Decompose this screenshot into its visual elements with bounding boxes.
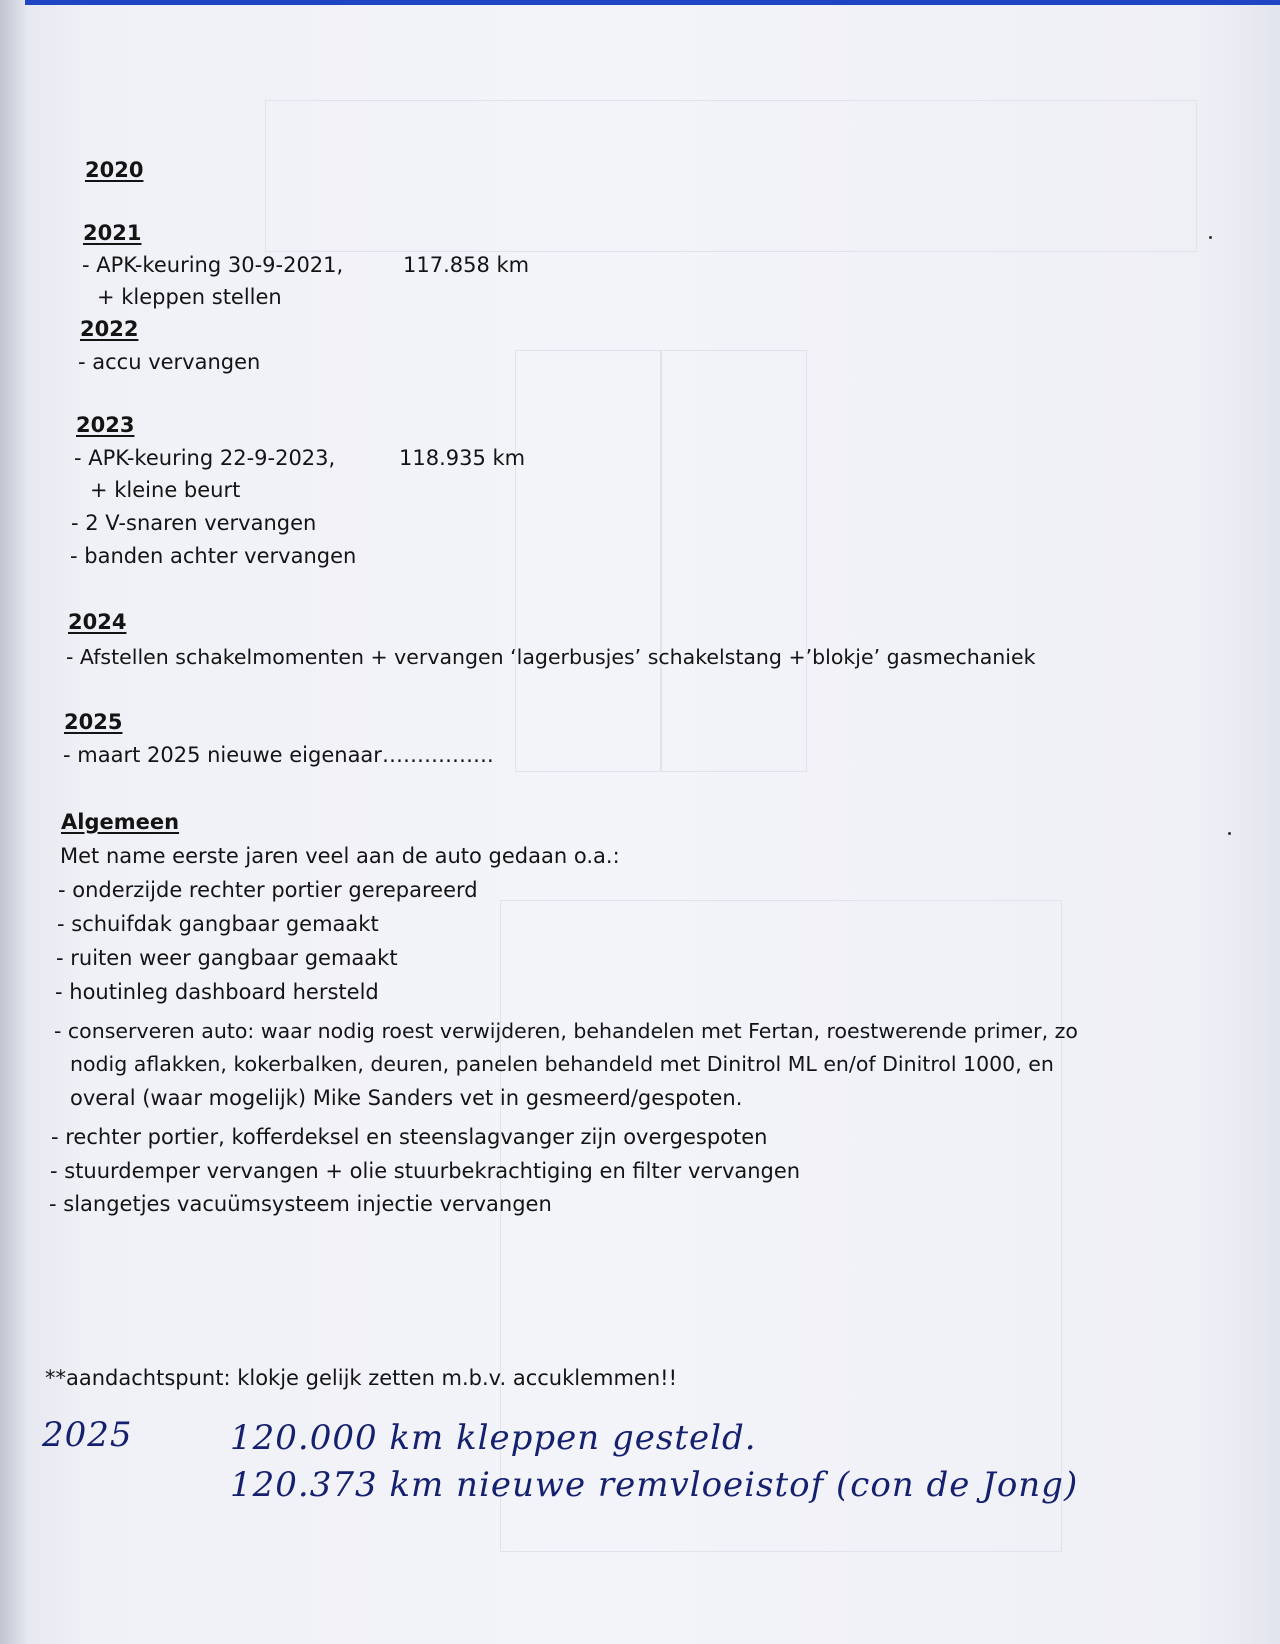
algemeen-item: - ruiten weer gangbaar gemaakt	[56, 946, 398, 970]
algemeen-item: - stuurdemper vervangen + olie stuurbekrachtiging en filter vervangen	[50, 1159, 801, 1183]
apk-2023-mileage: 118.935 km	[399, 446, 526, 470]
year-heading-2023: 2023	[76, 413, 135, 437]
year-heading-2022: 2022	[80, 317, 139, 341]
kleine-beurt-2023: + kleine beurt	[90, 478, 241, 502]
algemeen-item-continued: nodig aflakken, kokerbalken, deuren, panelen behandeld met Dinitrol ML en/of Dinitrol 1000, en	[70, 1052, 1054, 1076]
top-edge-band	[25, 0, 1280, 5]
page-fold-shadow	[0, 0, 28, 1644]
speck	[1228, 832, 1231, 835]
algemeen-item: - conserveren auto: waar nodig roest verwijderen, behandelen met Fertan, roestwerende primer, zo	[54, 1019, 1078, 1043]
algemeen-intro: Met name eerste jaren veel aan de auto gedaan o.a.:	[60, 844, 620, 868]
year-heading-2024: 2024	[68, 610, 127, 634]
handwritten-line-1: 120.000 km kleppen gesteld.	[230, 1418, 757, 1458]
handwritten-year: 2025	[42, 1415, 133, 1455]
schakel-2024-line: - Afstellen schakelmomenten + vervangen ‘lagerbusjes’ schakelstang +’blokje’ gasmechaniek	[66, 645, 1036, 669]
handwritten-line-2: 120.373 km nieuwe remvloeistof (con de Jong)	[230, 1465, 1079, 1505]
show-through-table-col	[660, 350, 807, 772]
algemeen-heading: Algemeen	[61, 810, 180, 834]
algemeen-item: - rechter portier, kofferdeksel en steenslagvanger zijn overgespoten	[51, 1125, 768, 1149]
v-snaren-2023: - 2 V-snaren vervangen	[71, 511, 317, 535]
accu-2022-line: - accu vervangen	[78, 350, 261, 374]
algemeen-item: - slangetjes vacuümsysteem injectie vervangen	[49, 1192, 552, 1216]
algemeen-item: - houtinleg dashboard hersteld	[55, 980, 379, 1004]
apk-2023-line: - APK-keuring 22-9-2023,	[74, 446, 336, 470]
algemeen-item: - schuifdak gangbaar gemaakt	[57, 912, 379, 936]
eigenaar-2025-line: - maart 2025 nieuwe eigenaar…………….	[63, 743, 494, 767]
show-through-table-col	[515, 350, 662, 772]
year-heading-2025: 2025	[64, 710, 123, 734]
banden-2023: - banden achter vervangen	[70, 544, 357, 568]
year-heading-2020: 2020	[85, 158, 144, 182]
speck	[1209, 236, 1212, 239]
algemeen-item-continued: overal (waar mogelijk) Mike Sanders vet in gesmeerd/gespoten.	[70, 1086, 743, 1110]
apk-2021-mileage: 117.858 km	[403, 253, 530, 277]
apk-2021-line: - APK-keuring 30-9-2021,	[82, 253, 344, 277]
aandachtspunt-note: **aandachtspunt: klokje gelijk zetten m.b.v. accuklemmen!!	[45, 1366, 677, 1390]
algemeen-item: - onderzijde rechter portier gerepareerd	[58, 878, 478, 902]
kleppen-stellen-2021: + kleppen stellen	[97, 285, 282, 309]
show-through-frame	[265, 100, 1197, 252]
year-heading-2021: 2021	[83, 221, 142, 245]
